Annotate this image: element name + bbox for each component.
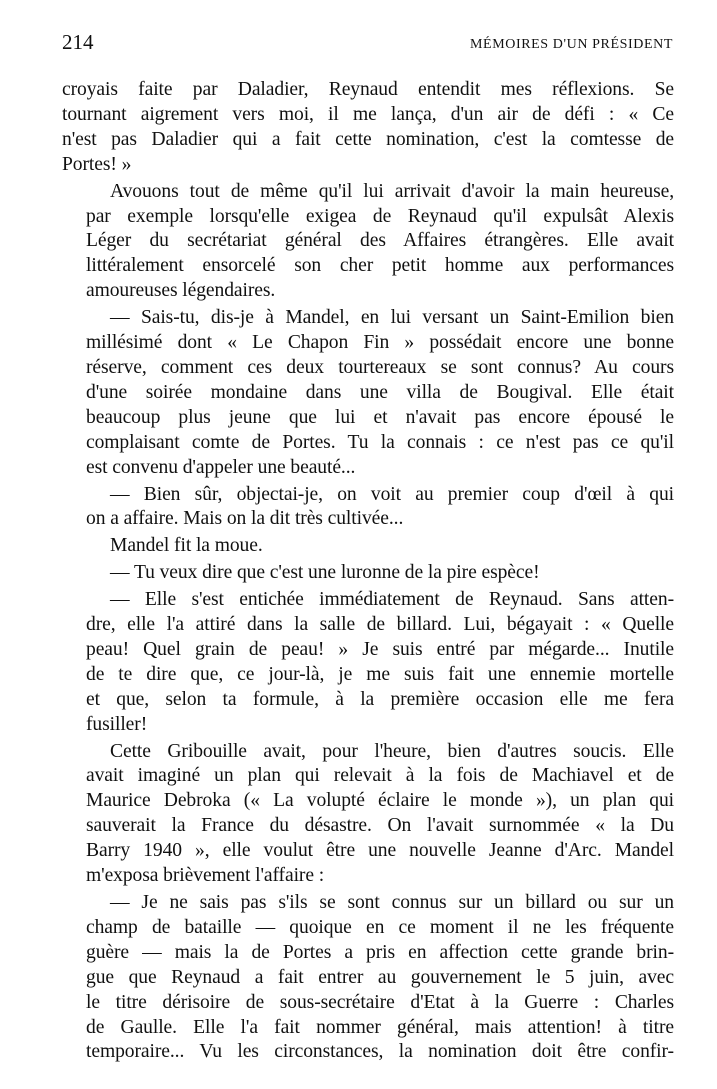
text-line: Portes! »: [62, 153, 132, 175]
paragraph: [62, 740, 674, 889]
text-line: par exemple lorsqu'elle exigea de Reynaud qu'il expulsât Alexis: [86, 205, 674, 227]
text-line: littéralement ensorcelé son cher petit homme aux performances: [86, 255, 674, 277]
text-line: de te dire que, ce jour-là, je me suis fait une ennemie mortelle: [86, 663, 674, 685]
text-line: — Bien sûr, objectai-je, on voit au premier coup d'œil à qui: [110, 483, 674, 505]
text-line: — Je ne sais pas s'ils se sont connus sur un billard ou sur un: [110, 892, 674, 913]
text-line: amoureuses légendaires.: [86, 280, 276, 302]
text-line: réserve, comment ces deux tourtereaux se sont connus? Au cours: [86, 356, 674, 378]
paragraph: [62, 561, 674, 586]
text-line: de Gaulle. Elle l'a fait nommer général, mais attention! à titre: [86, 1016, 674, 1038]
text-line: gue que Reynaud a fait entrer au gouvernement le 5 juin, avec: [86, 966, 674, 988]
text-line: avait imaginé un plan qui relevait à la fois de Machiavel et de: [86, 765, 674, 787]
text-line: croyais faite par Daladier, Reynaud entendit mes réflexions. Se: [62, 79, 674, 100]
paragraph: [62, 180, 674, 305]
running-head: MÉMOIRES D'UN PRÉSIDENT: [470, 37, 673, 52]
text-line: millésimé dont « Le Chapon Fin » possédait encore une bonne: [86, 332, 674, 354]
text-line: Avouons tout de même qu'il lui arrivait d'avoir la main heureuse,: [110, 180, 674, 202]
text-line: d'une soirée mondaine dans une villa de Bougival. Elle était: [86, 381, 674, 403]
text-line: m'exposa brièvement l'affaire :: [86, 865, 325, 887]
text-line: — Elle s'est entichée immédiatement de Reynaud. Sans atten-: [110, 589, 674, 611]
text-line: champ de bataille — quoique en ce moment il ne les fréquente: [86, 916, 674, 938]
text-line: — Tu veux dire que c'est une luronne de la pire espèce!: [110, 562, 540, 584]
paragraph: [62, 534, 674, 559]
paragraph: [62, 306, 674, 480]
text-line: temporaire... Vu les circonstances, la nomination doit être confir-: [86, 1041, 674, 1063]
text-line: beaucoup plus jeune que lui et n'avait pas encore épousé le: [86, 406, 674, 428]
text-line: peau! Quel grain de peau! » Je suis entré par mégarde... Inutile: [86, 638, 674, 660]
text-line: et que, selon ta formule, à la première occasion elle me fera: [86, 688, 674, 710]
text-line: Cette Gribouille avait, pour l'heure, bien d'autres soucis. Elle: [110, 740, 674, 762]
text-line: on a affaire. Mais on la dit très cultivée...: [86, 508, 404, 530]
paragraph: [62, 588, 674, 737]
text-line: le titre dérisoire de sous-secrétaire d'Etat à la Guerre : Charles: [86, 991, 674, 1013]
text-line: complaisant comte de Portes. Tu la connais : ce n'est pas ce qu'il: [86, 431, 674, 453]
body-text: [62, 78, 674, 1067]
text-line: Maurice Debroka (« La volupté éclaire le monde »), un plan qui: [86, 790, 674, 812]
paragraph: [62, 483, 674, 533]
text-line: est convenu d'appeler une beauté...: [86, 456, 356, 478]
page-number: 214: [62, 30, 94, 54]
paragraph: [62, 891, 674, 1065]
text-line: dre, elle l'a attiré dans la salle de billard. Lui, bégayait : « Quelle: [86, 614, 674, 636]
text-line: — Sais-tu, dis-je à Mandel, en lui versant un Saint-Emilion bien: [110, 307, 674, 329]
text-line: Mandel fit la moue.: [110, 535, 263, 557]
paragraph: [62, 78, 674, 178]
text-line: sauverait la France du désastre. On l'avait surnommée « la Du: [86, 815, 674, 837]
text-line: fusiller!: [86, 713, 148, 735]
text-line: n'est pas Daladier qui a fait cette nomination, c'est la comtesse de: [62, 128, 674, 150]
text-line: tournant aigrement vers moi, il me lança, d'un air de défi : « Ce: [62, 103, 674, 125]
text-line: guère — mais la de Portes a pris en affection cette grande brin-: [86, 941, 674, 963]
text-line: Léger du secrétariat général des Affaires étrangères. Elle avait: [86, 230, 674, 252]
text-line: Barry 1940 », elle voulut être une nouvelle Jeanne d'Arc. Mandel: [86, 840, 674, 862]
